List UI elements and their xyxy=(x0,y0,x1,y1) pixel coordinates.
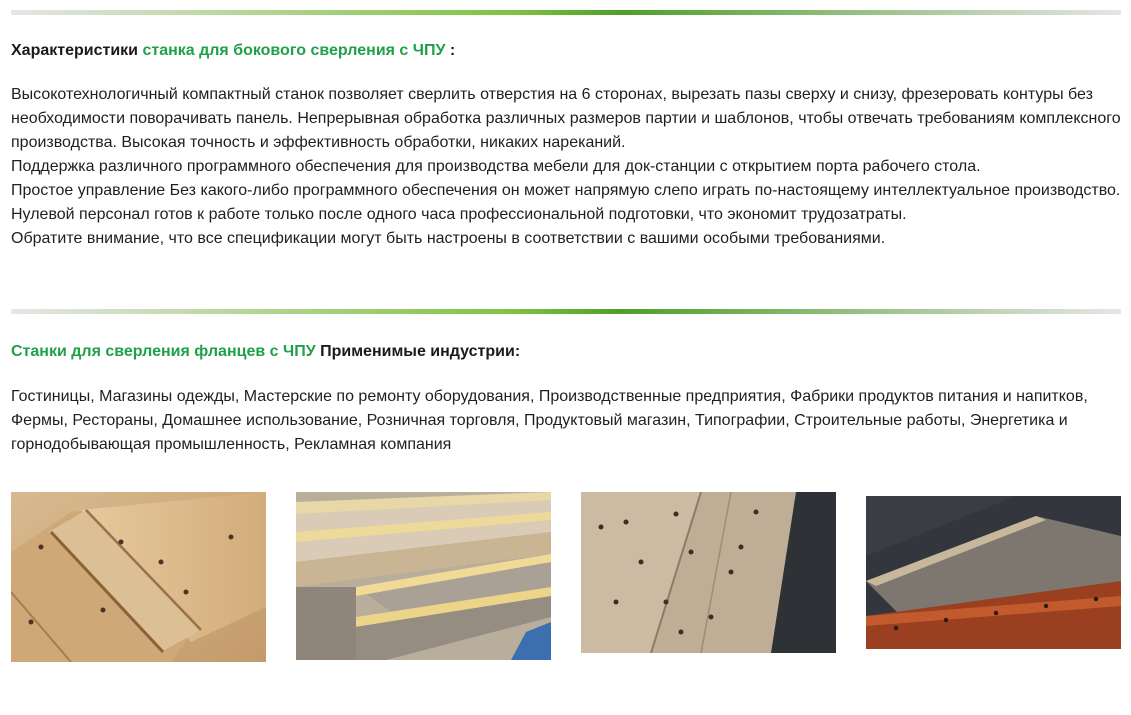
specs-heading-suffix: : xyxy=(445,42,456,59)
industries-description xyxy=(11,385,1121,457)
specs-paragraph: Поддержка различного программного обеспечения для производства мебели для док-станции с открытием порта рабочего стола. xyxy=(11,158,981,175)
specs-heading-link[interactable]: станка для бокового сверления с ЧПУ xyxy=(142,42,446,59)
specs-description xyxy=(11,83,1121,251)
specs-heading-prefix: Характеристики xyxy=(11,42,143,59)
specs-paragraph: Простое управление Без какого-либо программного обеспечения он может напрямую слепо играть по-настоящему интеллектуальное производство. xyxy=(11,182,1121,199)
specs-paragraph: Высокотехнологичный компактный станок позволяет сверлить отверстия на 6 сторонах, вырезать пазы сверху и снизу, фрезеровать контуры без необходимости поворачивать панель. Непрерывная обработка различных размеров партии и шаблонов, чтобы отвечать требованиям комплексного производства. Высокая точность и эффективность обработки, никаких нареканий. xyxy=(11,86,1121,151)
specs-paragraph: Нулевой персонал готов к работе только после одного часа профессиональной подготовки, что экономит трудозатраты. xyxy=(11,206,907,223)
plywood-panels-photo[interactable] xyxy=(11,492,266,662)
middle-divider xyxy=(11,309,1121,314)
industries-heading-suffix: Применимые индустрии: xyxy=(315,343,521,360)
top-divider xyxy=(11,10,1121,15)
product-gallery xyxy=(11,492,1121,664)
specs-paragraph: Обратите внимание, что все спецификации могут быть настроены в соответствии с вашими особыми требованиями. xyxy=(11,230,886,247)
stacked-boards-photo[interactable] xyxy=(296,492,551,660)
industries-heading xyxy=(11,342,520,362)
industries-text: Гостиницы, Магазины одежды, Мастерские по ремонту оборудования, Производственные предприятия, Фабрики продуктов питания и напитков, Фермы, Рестораны, Домашнее использование, Розничная торговля, Продуктовый магазин, Типографии, Строительные работы, Энергетика и горнодобывающая промышленность, Рекламная компания xyxy=(11,388,1088,453)
industries-heading-link[interactable]: Станки для сверления фланцев с ЧПУ xyxy=(11,343,316,360)
drilled-panel-photo[interactable] xyxy=(581,492,836,653)
laminated-board-photo[interactable] xyxy=(866,496,1121,649)
specs-heading xyxy=(11,41,455,61)
